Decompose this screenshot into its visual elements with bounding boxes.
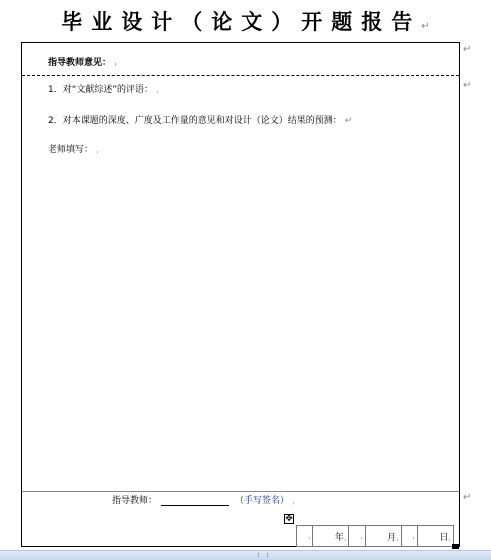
status-grip-icon[interactable] bbox=[258, 553, 268, 557]
cell-mark-icon: ˌ bbox=[360, 531, 363, 541]
review-item-1[interactable] bbox=[48, 82, 159, 95]
date-cell-month[interactable] bbox=[365, 526, 401, 547]
date-cell-blank[interactable] bbox=[297, 526, 313, 547]
teacher-fill-prompt-text: 老师填写： bbox=[48, 145, 94, 155]
cell-mark-icon: ˌ bbox=[156, 85, 159, 95]
day-label: 日 bbox=[439, 532, 449, 543]
date-table bbox=[296, 525, 454, 547]
table-move-handle-icon[interactable]: ✥ bbox=[285, 514, 293, 524]
cell-mark-icon: ˌ bbox=[396, 532, 399, 543]
date-cell-day[interactable] bbox=[417, 526, 453, 547]
signature-note: （手写签名） bbox=[235, 496, 290, 506]
row-end-mark-icon: ↵ bbox=[463, 492, 472, 503]
review-item-2-text: 2．对本课题的深度、广度及工作量的意见和对设计（论文）结果的预测： bbox=[48, 116, 342, 126]
cell-mark-icon: ˌ bbox=[448, 532, 451, 543]
advisor-opinion-heading[interactable] bbox=[48, 55, 117, 68]
signature-divider bbox=[22, 491, 459, 492]
cell-mark-icon: ˌ bbox=[343, 532, 347, 543]
date-cell-year[interactable] bbox=[313, 526, 349, 547]
review-item-2[interactable] bbox=[48, 113, 352, 126]
row-end-mark-icon: ↵ bbox=[463, 80, 472, 91]
report-title-text: 毕业设计（论文）开题报告 bbox=[61, 9, 422, 34]
advisor-opinion-heading-text: 指导教师意见： bbox=[48, 58, 112, 68]
teacher-fill-prompt[interactable] bbox=[48, 142, 99, 155]
signature-label: 指导教师： bbox=[112, 496, 158, 506]
paragraph-mark-icon: ↵ bbox=[421, 21, 430, 32]
date-cell-month-input[interactable] bbox=[349, 526, 365, 547]
signature-blank-line[interactable] bbox=[161, 496, 229, 506]
paragraph-mark-icon: ↵ bbox=[344, 116, 353, 126]
cell-mark-icon: ˌ bbox=[307, 531, 311, 541]
year-label: 年 bbox=[334, 532, 344, 543]
month-label: 月 bbox=[387, 532, 397, 543]
row-end-mark-icon: ↵ bbox=[463, 44, 472, 55]
review-item-1-text: 1．对“文献综述”的评语： bbox=[48, 85, 154, 95]
cell-mark-icon: ˌ bbox=[412, 531, 415, 541]
dashed-divider bbox=[22, 75, 459, 76]
selection-end-marker bbox=[452, 544, 459, 549]
cell-mark-icon: ˌ bbox=[114, 58, 117, 68]
date-cell-day-input[interactable] bbox=[401, 526, 417, 547]
cell-mark-icon: ˌ bbox=[96, 145, 99, 155]
report-title bbox=[0, 6, 491, 36]
signature-row[interactable] bbox=[112, 493, 295, 506]
cell-mark-icon: ˌ bbox=[292, 496, 295, 506]
